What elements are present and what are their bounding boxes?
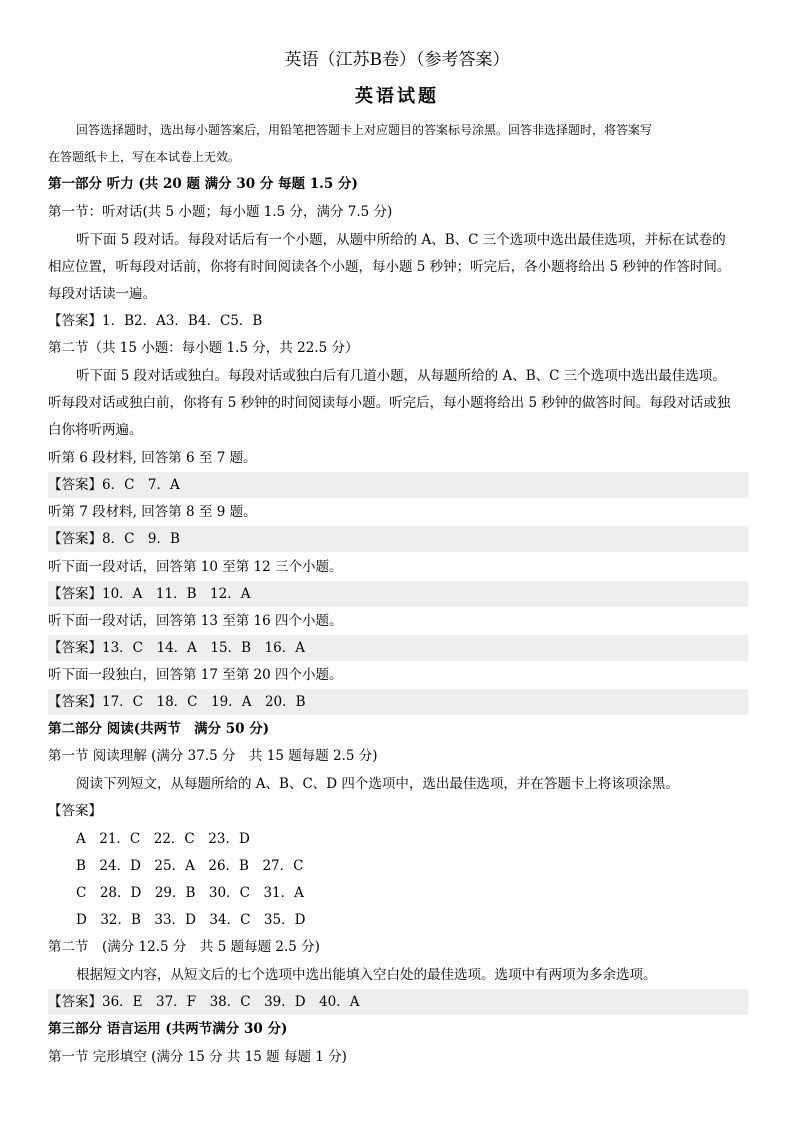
reading-answer-row-c: C 28．D 29．B 30．C 31．A: [76, 885, 304, 901]
part1-sec2-text-1: 听下面 5 段对话或独白。每段对话或独白后有几道小题，从每题所给的 A、B、C 三个选项中选出最佳选项。: [76, 368, 726, 384]
part3-heading: 第三部分 语言运用 (共两节满分 30 分): [48, 1021, 288, 1037]
group-9-answer: 【答案】13．C 14．A 15．B 16．A: [48, 635, 748, 661]
part1-sec2-text-2: 听每段对话或独白前，你将有 5 秒钟的时间阅读每小题。听完后，每小题将给出 5 秒钟的做答时间。每段对话或独: [48, 395, 731, 411]
part1-sec1-text-1: 听下面 5 段对话。每段对话后有一个小题，从题中所给的 A、B、C 三个选项中选出最佳选项，并标在试卷的: [76, 232, 726, 248]
group-6-answer: 【答案】6．C 7．A: [48, 472, 748, 498]
part1-heading: 第一部分 听力 (共 20 题 满分 30 分 每题 1.5 分): [48, 176, 358, 192]
reading-answer-row-d: D 32．B 33．D 34．C 35．D: [76, 912, 306, 928]
part1-sec1-heading: 第一节：听对话(共 5 小题；每小题 1.5 分，满分 7.5 分): [48, 204, 393, 220]
part2-sec1-heading: 第一节 阅读理解 (满分 37.5 分 共 15 题每题 2.5 分): [48, 748, 378, 764]
reading-answer-row-b: B 24．D 25．A 26．B 27．C: [76, 858, 304, 874]
part2-sec2-text: 根据短文内容，从短文后的七个选项中选出能填入空白处的最佳选项。选项中有两项为多余选项。: [76, 967, 657, 983]
part2-sec2-answer: 【答案】36．E 37．F 38．C 39．D 40．A: [48, 989, 748, 1015]
group-8-answer: 【答案】10．A 11．B 12．A: [48, 581, 748, 607]
part1-sec1-text-2: 相应位置，听每段对话前，你将有时间阅读各个小题，每小题 5 秒钟；听完后，各小题将给出 5 秒钟的作答时间。: [48, 259, 731, 275]
part3-sec1-heading: 第一节 完形填空 (满分 15 分 共 15 题 每题 1 分): [48, 1049, 347, 1065]
group-7-answer: 【答案】8．C 9．B: [48, 526, 748, 552]
instruction-line-1: 回答选择题时，选出每小题答案后，用铅笔把答题卡上对应题目的答案标号涂黑。回答非选择题时，将答案写: [76, 123, 653, 137]
part1-sec2-heading: 第二节（共 15 小题：每小题 1.5 分，共 22.5 分）: [48, 340, 359, 356]
group-9-prompt: 听下面一段对话，回答第 13 至第 16 四个小题。: [48, 613, 343, 629]
group-10-prompt: 听下面一段独白，回答第 17 至第 20 四个小题。: [48, 667, 343, 683]
reading-answer-row-a: A 21．C 22．C 23．D: [76, 831, 250, 847]
group-6-prompt: 听第 6 段材料, 回答第 6 至 7 题。: [48, 450, 257, 466]
part2-answer-label: 【答案】: [48, 803, 102, 819]
part2-sec1-text: 阅读下列短文，从每题所给的 A、B、C、D 四个选项中，选出最佳选项，并在答题卡上将该项涂黑。: [76, 776, 679, 792]
part1-sec2-text-3: 白你将听两遍。: [48, 422, 143, 438]
part2-sec2-heading: 第二节 (满分 12.5 分 共 5 题每题 2.5 分): [48, 939, 320, 955]
doc-title: 英语（江苏B卷）（参考答案）: [284, 50, 510, 70]
instruction-line-2: 在答题纸卡上，写在本试卷上无效。: [48, 150, 241, 164]
group-10-answer: 【答案】17．C 18．C 19．A 20．B: [48, 689, 748, 715]
group-8-prompt: 听下面一段对话，回答第 10 至第 12 三个小题。: [48, 559, 343, 575]
part1-sec1-text-3: 每段对话读一遍。: [48, 286, 156, 302]
part1-sec1-answer: 【答案】1．B2．A3．B4．C5．B: [48, 313, 263, 329]
group-7-prompt: 听第 7 段材料, 回答第 8 至 9 题。: [48, 504, 257, 520]
part2-heading: 第二部分 阅读(共两节 满分 50 分): [48, 721, 270, 737]
doc-subtitle: 英语试题: [355, 86, 439, 107]
